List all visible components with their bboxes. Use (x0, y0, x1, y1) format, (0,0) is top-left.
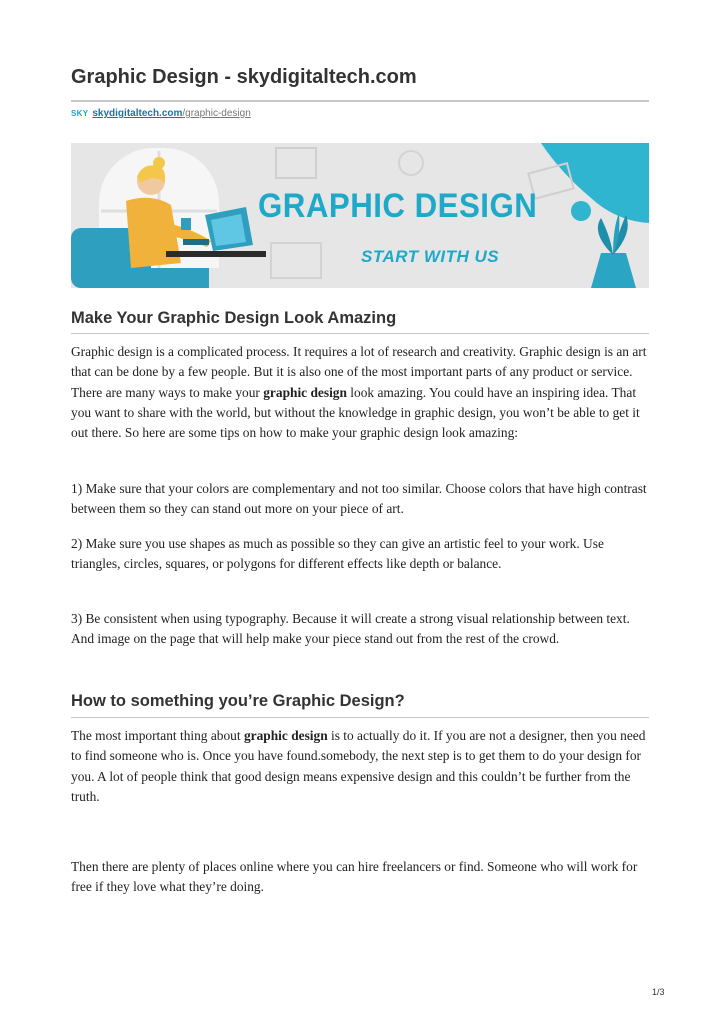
paragraph-intro-text-a: Graphic design is a complicated process. It requires a lot of research and creativity. Graphic design is an art that can be done by a few people. But it is also one of the most important parts of any product or service. There are many ways to make your (71, 344, 647, 400)
paragraph-intro-text-b: look amazing. You could have an inspiring idea. That you want to share with the world, but without the knowledge in graphic design, you won’t be able to get it out there. So here are some tips on how to make your graphic design look amazing: (71, 384, 640, 441)
tip-1: 1) Make sure that your colors are complementary and not too similar. Choose colors that have high contrast between them so they can stand out more on your piece of art. (71, 481, 647, 517)
site-logo: SKY (71, 109, 89, 118)
page-number: 1/3 (652, 987, 665, 997)
banner-title: GRAPHIC DESIGN (258, 187, 538, 225)
paragraph-section2-text-b: is to actually do it. If you are not a designer, then you need to find someone who is. Once you have found.somebody, the next step is to get them to do your design for you. A lot of people think that good design means expensive design and this couldn’t be further from the truth. (71, 728, 646, 804)
section-divider-2 (71, 717, 649, 718)
paragraph-intro (71, 342, 651, 443)
paragraph-section2-1 (71, 726, 651, 807)
source-domain-link[interactable]: skydigitaltech.com (92, 108, 183, 119)
section-divider-1 (71, 333, 649, 334)
banner-subtitle: START WITH US (361, 247, 500, 266)
section-heading-2: How to something you’re Graphic Design? (71, 692, 405, 710)
paragraph-section2-2: Then there are plenty of places online where you can hire freelancers or find. Someone who will work for free if they love what they’re doing. (71, 859, 638, 895)
tip-3: 3) Be consistent when using typography. Because it will create a strong visual relationship between text. And image on the page that will help make your piece stand out from the rest of the crowd. (71, 611, 630, 647)
source-path-link[interactable]: /graphic-design (182, 108, 251, 119)
bold-keyword: graphic design (243, 728, 328, 743)
source-line (71, 108, 251, 119)
tip-2: 2) Make sure you use shapes as much as possible so they can give an artistic feel to your work. Use triangles, circles, squares, or polygons for different effects like depth or balance. (71, 536, 604, 572)
bold-keyword: graphic design (263, 384, 347, 400)
title-divider (71, 100, 649, 102)
section-heading-1: Make Your Graphic Design Look Amazing (71, 309, 397, 327)
paragraph-section2-text-a: The most important thing about (71, 728, 244, 743)
page-title: Graphic Design - skydigitaltech.com (71, 66, 417, 88)
hero-banner-image (71, 143, 649, 288)
